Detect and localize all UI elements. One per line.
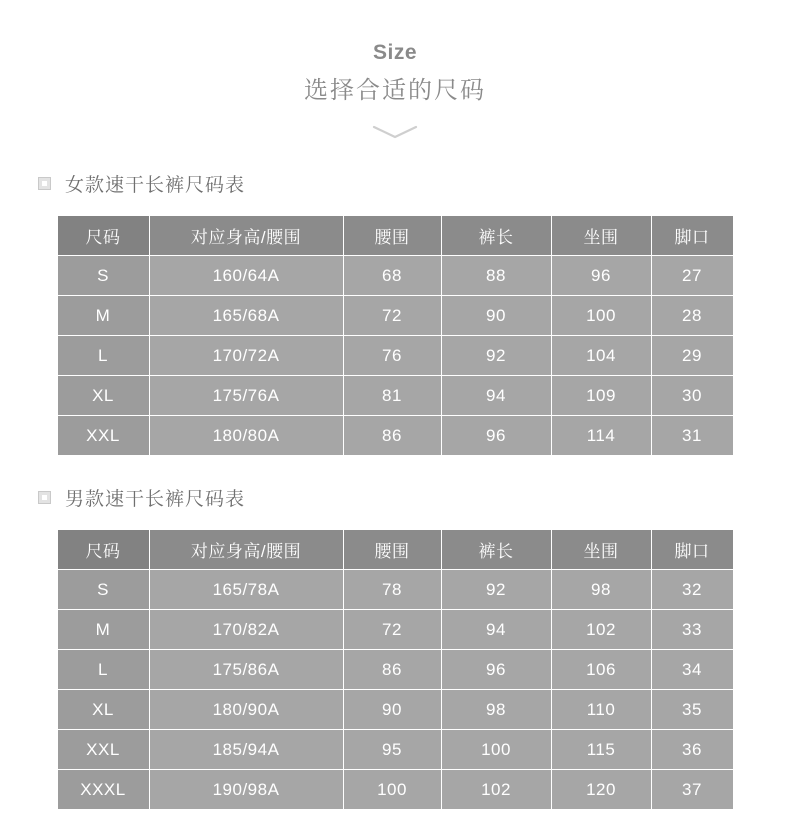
table-cell: 175/76A	[149, 376, 343, 416]
table-cell: 27	[651, 256, 733, 296]
size-table-men	[57, 529, 734, 810]
table-row	[57, 296, 733, 336]
table-cell: 175/86A	[149, 650, 343, 690]
table-cell: 94	[441, 610, 551, 650]
table-cell: 115	[551, 730, 651, 770]
table-cell: 185/94A	[149, 730, 343, 770]
table-cell: 114	[551, 416, 651, 456]
table-row	[57, 730, 733, 770]
table-cell: 28	[651, 296, 733, 336]
table-cell: 76	[343, 336, 441, 376]
chevron-down-icon	[0, 122, 790, 142]
table-row	[57, 610, 733, 650]
table-header-row	[57, 530, 733, 570]
table-header-cell: 腰围	[343, 216, 441, 256]
table-cell: 110	[551, 690, 651, 730]
table-header-cell: 坐围	[551, 216, 651, 256]
table-cell: 165/78A	[149, 570, 343, 610]
table-row	[57, 570, 733, 610]
table-cell: 104	[551, 336, 651, 376]
table-header-cell: 尺码	[57, 216, 149, 256]
table-cell: S	[57, 570, 149, 610]
table-cell: M	[57, 610, 149, 650]
table-header-cell: 对应身高/腰围	[149, 216, 343, 256]
table-cell: 96	[441, 416, 551, 456]
table-row	[57, 690, 733, 730]
table-header-cell: 尺码	[57, 530, 149, 570]
table-cell: 90	[343, 690, 441, 730]
table-cell: 78	[343, 570, 441, 610]
table-cell: 106	[551, 650, 651, 690]
table-row	[57, 770, 733, 810]
table-cell: 109	[551, 376, 651, 416]
section-women-header	[0, 170, 790, 197]
section-men	[0, 484, 790, 810]
table-row	[57, 416, 733, 456]
page-header	[0, 0, 790, 142]
table-cell: 68	[343, 256, 441, 296]
table-cell: 86	[343, 416, 441, 456]
table-cell: L	[57, 650, 149, 690]
table-cell: 100	[551, 296, 651, 336]
table-header-cell: 裤长	[441, 530, 551, 570]
table-cell: M	[57, 296, 149, 336]
square-bullet-icon	[38, 491, 51, 504]
table-row	[57, 376, 733, 416]
table-cell: 96	[551, 256, 651, 296]
table-cell: 100	[343, 770, 441, 810]
page-subtitle: 选择合适的尺码	[304, 77, 486, 105]
table-cell: 120	[551, 770, 651, 810]
table-cell: 102	[551, 610, 651, 650]
table-row	[57, 336, 733, 376]
table-cell: 33	[651, 610, 733, 650]
table-cell: 88	[441, 256, 551, 296]
table-cell: S	[57, 256, 149, 296]
table-cell: 92	[441, 336, 551, 376]
table-cell: 170/72A	[149, 336, 343, 376]
table-cell: 36	[651, 730, 733, 770]
section-women	[0, 170, 790, 456]
table-cell: 92	[441, 570, 551, 610]
table-cell: 180/90A	[149, 690, 343, 730]
table-row	[57, 650, 733, 690]
table-cell: 29	[651, 336, 733, 376]
table-cell: XL	[57, 376, 149, 416]
table-header-cell: 脚口	[651, 216, 733, 256]
table-cell: 32	[651, 570, 733, 610]
table-cell: 31	[651, 416, 733, 456]
size-table-women	[57, 215, 734, 456]
table-cell: 180/80A	[149, 416, 343, 456]
table-row	[57, 256, 733, 296]
table-header-cell: 腰围	[343, 530, 441, 570]
table-cell: XXL	[57, 730, 149, 770]
table-cell: 100	[441, 730, 551, 770]
table-cell: 160/64A	[149, 256, 343, 296]
table-cell: XXL	[57, 416, 149, 456]
table-cell: L	[57, 336, 149, 376]
section-men-header	[0, 484, 790, 511]
table-cell: XXXL	[57, 770, 149, 810]
table-cell: 96	[441, 650, 551, 690]
table-cell: 190/98A	[149, 770, 343, 810]
table-cell: 72	[343, 296, 441, 336]
bottom-spacer	[0, 810, 790, 820]
table-cell: 30	[651, 376, 733, 416]
table-cell: 98	[441, 690, 551, 730]
square-bullet-icon	[38, 177, 51, 190]
section-women-title: 女款速干长裤尺码表	[65, 175, 246, 197]
page-title: Size	[372, 41, 418, 64]
table-cell: XL	[57, 690, 149, 730]
table-header-cell: 对应身高/腰围	[149, 530, 343, 570]
table-cell: 37	[651, 770, 733, 810]
table-cell: 34	[651, 650, 733, 690]
table-cell: 165/68A	[149, 296, 343, 336]
table-cell: 94	[441, 376, 551, 416]
table-cell: 81	[343, 376, 441, 416]
table-header-cell: 裤长	[441, 216, 551, 256]
table-cell: 72	[343, 610, 441, 650]
table-header-cell: 脚口	[651, 530, 733, 570]
table-header-cell: 坐围	[551, 530, 651, 570]
table-cell: 90	[441, 296, 551, 336]
table-cell: 95	[343, 730, 441, 770]
table-cell: 170/82A	[149, 610, 343, 650]
table-header-row	[57, 216, 733, 256]
table-cell: 98	[551, 570, 651, 610]
table-cell: 102	[441, 770, 551, 810]
table-cell: 86	[343, 650, 441, 690]
section-men-title: 男款速干长裤尺码表	[65, 489, 246, 511]
table-cell: 35	[651, 690, 733, 730]
